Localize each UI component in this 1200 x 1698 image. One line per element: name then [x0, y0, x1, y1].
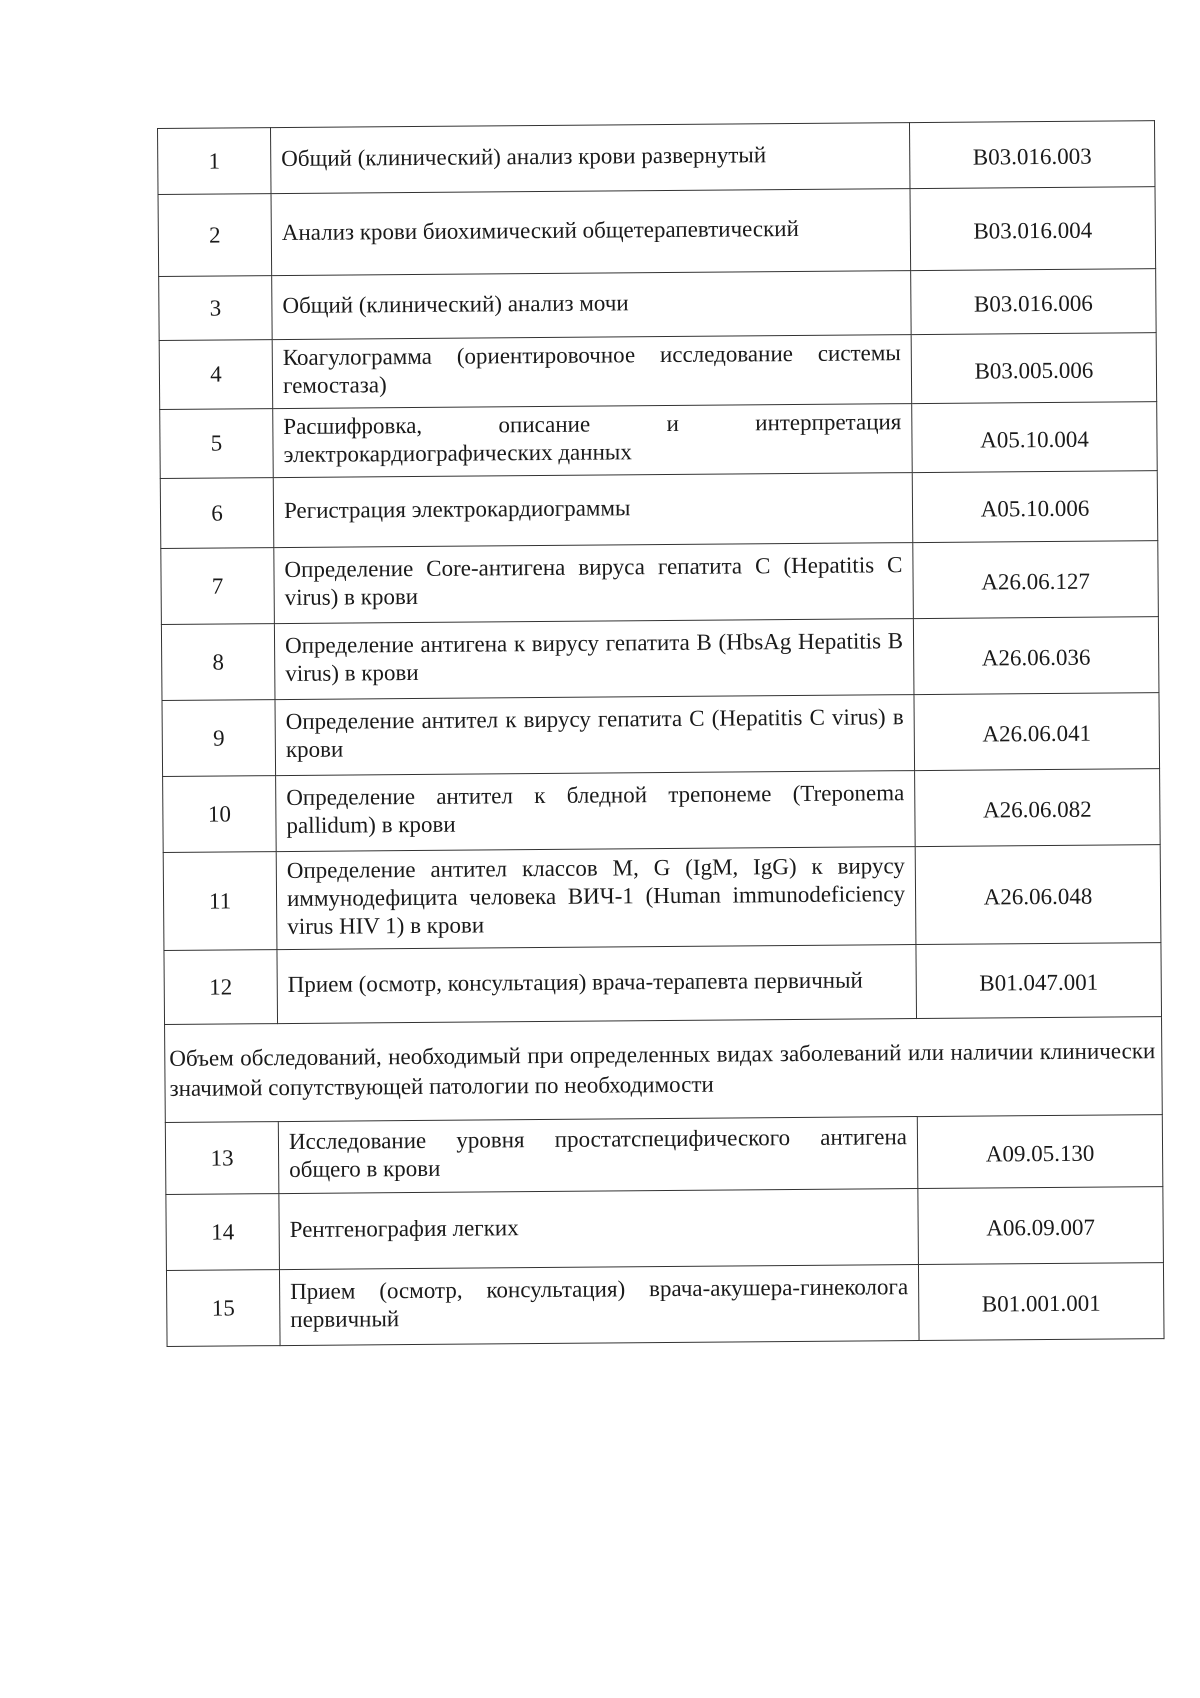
service-code: B03.016.006: [911, 269, 1156, 335]
table-row: [163, 769, 1161, 853]
examination-name: Регистрация электрокардиограммы: [273, 473, 913, 548]
service-code: A09.05.130: [917, 1115, 1163, 1189]
service-code: A26.06.048: [915, 845, 1161, 945]
row-number: 13: [165, 1122, 279, 1195]
row-number: 9: [162, 700, 276, 777]
examination-name: Анализ крови биохимический общетерапевтический: [271, 189, 911, 276]
examinations-table: [157, 120, 1165, 1347]
section-row: [165, 1017, 1163, 1123]
table-row: [164, 943, 1162, 1025]
table-row: [160, 402, 1158, 479]
table-row: [161, 541, 1159, 625]
service-code: A06.09.007: [918, 1187, 1164, 1265]
row-number: 5: [160, 409, 274, 479]
service-code: B03.016.004: [910, 187, 1156, 271]
row-number: 6: [160, 478, 274, 549]
service-code: A05.10.004: [912, 402, 1158, 473]
examination-name: Рентгенография легких: [279, 1189, 919, 1270]
table-row: [161, 617, 1159, 701]
table-row: [160, 471, 1158, 549]
examination-name: Определение Core-антигена вируса гепатита C (Hepatitis C virus) в крови: [274, 543, 914, 624]
service-code: B03.016.003: [909, 121, 1155, 189]
examination-name: Общий (клинический) анализ мочи: [272, 271, 911, 340]
table-row: [163, 845, 1161, 951]
section-header: Объем обследований, необходимый при определенных видах заболеваний или наличии клинически значимой сопутствующей патологии по необходимости: [165, 1017, 1163, 1123]
row-number: 4: [159, 340, 273, 410]
row-number: 14: [166, 1194, 280, 1271]
table-row: [159, 333, 1157, 410]
examination-name: Определение антител к бледной трепонеме (Treponema pallidum) в крови: [276, 771, 916, 852]
examination-name: Исследование уровня простатспецифического антигена общего в крови: [278, 1117, 918, 1194]
service-code: A26.06.127: [913, 541, 1159, 619]
table-row: [166, 1187, 1164, 1271]
table-row: [159, 269, 1156, 341]
row-number: 2: [158, 194, 272, 277]
row-number: 11: [163, 852, 277, 951]
examination-name: Прием (осмотр, консультация) врача-акушера-гинеколога первичный: [279, 1265, 919, 1346]
row-number: 3: [159, 276, 272, 341]
table-row: [165, 1115, 1163, 1195]
service-code: A26.06.041: [914, 693, 1160, 771]
service-code: A26.06.082: [915, 769, 1161, 847]
service-code: B01.047.001: [916, 943, 1162, 1019]
service-code: A05.10.006: [912, 471, 1158, 543]
row-number: 8: [161, 624, 275, 701]
table-row: [158, 121, 1155, 195]
examination-name: Прием (осмотр, консультация) врача-терапевта первичный: [277, 945, 917, 1024]
service-code: A26.06.036: [913, 617, 1159, 695]
row-number: 7: [161, 548, 275, 625]
service-code: B01.001.001: [918, 1263, 1164, 1341]
row-number: 15: [166, 1270, 280, 1347]
examination-name: Определение антигена к вирусу гепатита B (HbsAg Hepatitis B virus) в крови: [274, 619, 914, 700]
table-row: [166, 1263, 1164, 1347]
examination-name: Коагулограмма (ориентировочное исследование системы гемостаза): [272, 335, 912, 409]
examination-name: Определение антител к вирусу гепатита C (Hepatitis C virus) в крови: [275, 695, 915, 776]
service-code: B03.005.006: [911, 333, 1157, 404]
examination-name: Расшифровка, описание и интерпретация электрокардиографических данных: [273, 404, 913, 478]
table-row: [158, 187, 1156, 277]
row-number: 10: [163, 776, 277, 853]
examination-name: Определение антител классов M, G (IgM, IgG) к вирусу иммунодефицита человека ВИЧ-1 (Human immunodeficiency virus HIV 1) в крови: [276, 847, 916, 950]
row-number: 12: [164, 950, 278, 1025]
row-number: 1: [158, 128, 272, 195]
examination-name: Общий (клинический) анализ крови развернутый: [271, 123, 910, 194]
table-row: [162, 693, 1160, 777]
